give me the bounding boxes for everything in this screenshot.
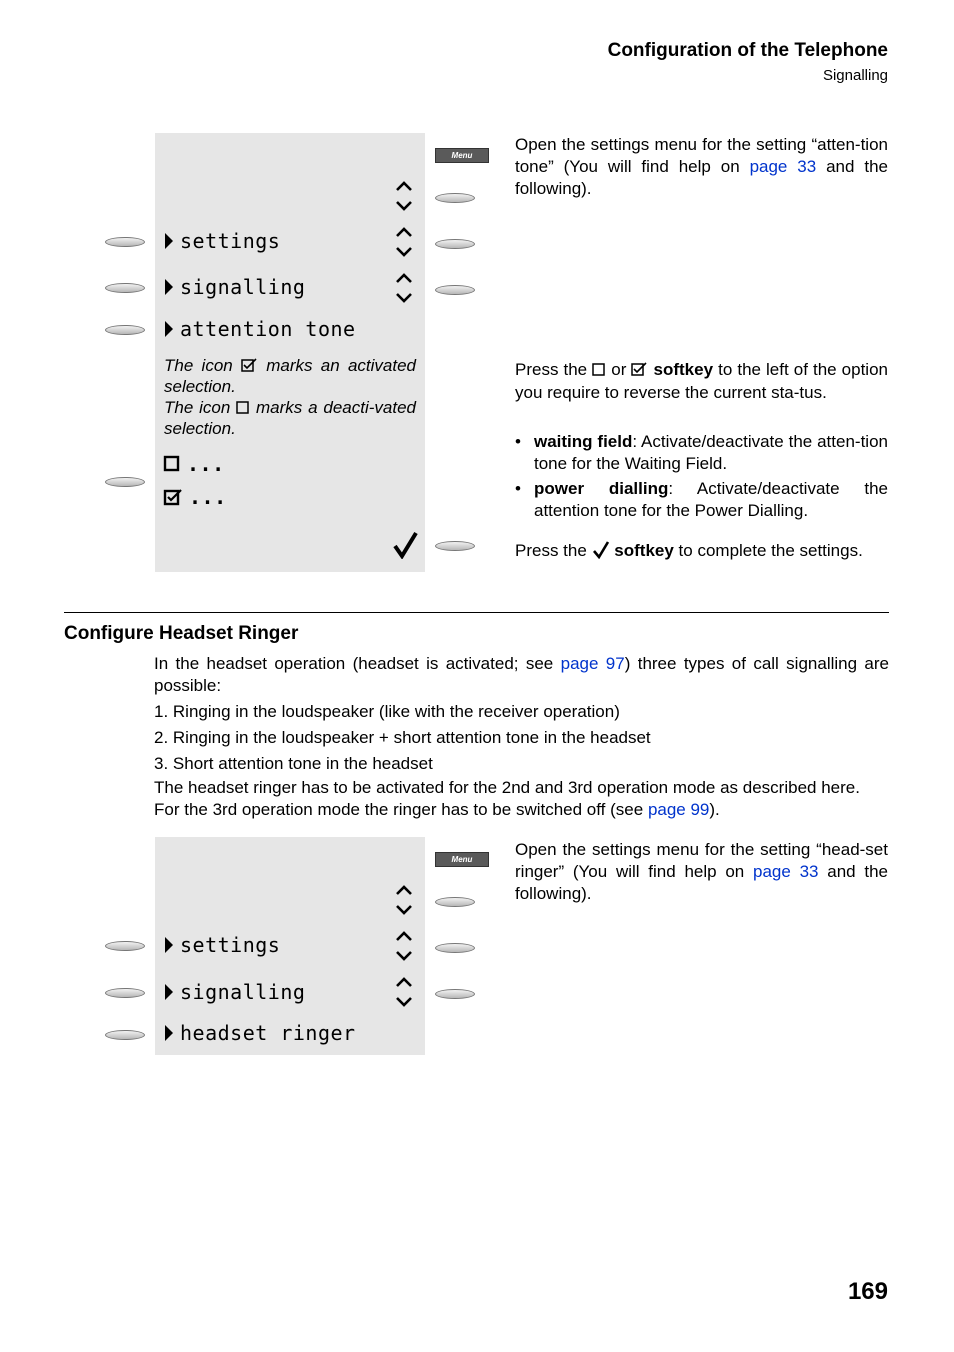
menu-item-settings[interactable]: settings — [163, 229, 280, 253]
list-item: • power dialling: Activate/deactivate the attention tone for the Power Dialling. — [515, 479, 888, 520]
bullet-list — [515, 431, 888, 522]
scroll-arrows-icon — [394, 930, 414, 962]
confirm-check-icon — [392, 531, 418, 559]
checked-box-icon — [163, 488, 183, 506]
list-item: 1. Ringing in the loudspeaker (like with the receiver operation) — [154, 702, 620, 721]
page-header-subtitle: Signalling — [822, 67, 888, 84]
softkey-left-attention-tone[interactable] — [105, 325, 145, 335]
scroll-arrows-icon — [394, 976, 414, 1008]
page-link-99[interactable]: page 99 — [647, 800, 710, 819]
page-link-97[interactable]: page 97 — [560, 654, 625, 673]
section-outro: The headset ringer has to be activated for the 2nd and 3rd operation mode as described here. For the 3rd operation mode the ringer has to be switched off (see page 99). — [154, 778, 860, 819]
option-checked[interactable]: ... — [163, 485, 227, 509]
softkey-right-3[interactable] — [435, 285, 475, 295]
checked-box-icon — [631, 362, 648, 376]
softkey-right-3[interactable] — [435, 989, 475, 999]
softkey-right-2[interactable] — [435, 943, 475, 953]
page-number: 169 — [847, 1278, 888, 1305]
check-icon — [592, 541, 610, 559]
icon-note: The icon marks an activated selection. The icon marks a deacti-vated selection. — [164, 356, 417, 438]
softkey-left-settings[interactable] — [105, 941, 145, 951]
section-title: Configure Headset Ringer — [64, 623, 299, 644]
pointer-arrow-icon — [163, 277, 174, 297]
instruction-confirm: Press the softkey to complete the settings. — [515, 541, 863, 560]
page-link-33[interactable]: page 33 — [753, 862, 819, 881]
section-intro: In the headset operation (headset is activated; see page 97) three types of call signalling are possible: — [154, 654, 889, 695]
scroll-arrows-icon — [394, 272, 414, 304]
softkey-left-option[interactable] — [105, 477, 145, 487]
scroll-arrows-icon — [394, 884, 414, 916]
page-header-title: Configuration of the Telephone — [607, 40, 888, 61]
menu-item-signalling[interactable]: signalling — [163, 980, 305, 1004]
softkey-left-signalling[interactable] — [105, 988, 145, 998]
menu-button[interactable]: Menu — [435, 148, 489, 163]
pointer-arrow-icon — [163, 1023, 174, 1043]
pointer-arrow-icon — [163, 231, 174, 251]
section-divider — [64, 612, 889, 613]
page-link-33[interactable]: page 33 — [749, 157, 817, 176]
menu-item-settings[interactable]: settings — [163, 933, 280, 957]
softkey-left-settings[interactable] — [105, 237, 145, 247]
softkey-right-2[interactable] — [435, 239, 475, 249]
scroll-arrows-icon — [394, 180, 414, 212]
unchecked-box-icon — [592, 362, 606, 376]
instruction-open-settings-2: Open the settings menu for the setting “head-set ringer” (You will find help on page 33 and the following). — [515, 840, 888, 903]
unchecked-box-icon — [163, 455, 181, 473]
softkey-left-signalling[interactable] — [105, 283, 145, 293]
pointer-arrow-icon — [163, 935, 174, 955]
instruction-open-settings-1: Open the settings menu for the setting “atten-tion tone” (You will find help on page 33 and the following). — [515, 135, 888, 198]
softkey-right-confirm[interactable] — [435, 541, 475, 551]
menu-button[interactable]: Menu — [435, 852, 489, 867]
softkey-right-1[interactable] — [435, 193, 475, 203]
checked-box-icon — [241, 358, 258, 372]
pointer-arrow-icon — [163, 319, 174, 339]
softkey-right-1[interactable] — [435, 897, 475, 907]
softkey-left-headset-ringer[interactable] — [105, 1030, 145, 1040]
menu-item-headset-ringer[interactable]: headset ringer — [163, 1021, 356, 1045]
list-item: 3. Short attention tone in the headset — [154, 754, 433, 773]
option-unchecked[interactable]: ... — [163, 452, 225, 476]
menu-item-signalling[interactable]: signalling — [163, 275, 305, 299]
instruction-toggle-option: Press the or softkey to the left of the option you require to reverse the current sta-tus. — [515, 360, 888, 402]
list-item: 2. Ringing in the loudspeaker + short attention tone in the headset — [154, 728, 651, 747]
menu-item-attention-tone[interactable]: attention tone — [163, 317, 356, 341]
list-item: • waiting field: Activate/deactivate the atten-tion tone for the Waiting Field. — [515, 432, 888, 473]
scroll-arrows-icon — [394, 226, 414, 258]
pointer-arrow-icon — [163, 982, 174, 1002]
unchecked-box-icon — [236, 400, 250, 414]
